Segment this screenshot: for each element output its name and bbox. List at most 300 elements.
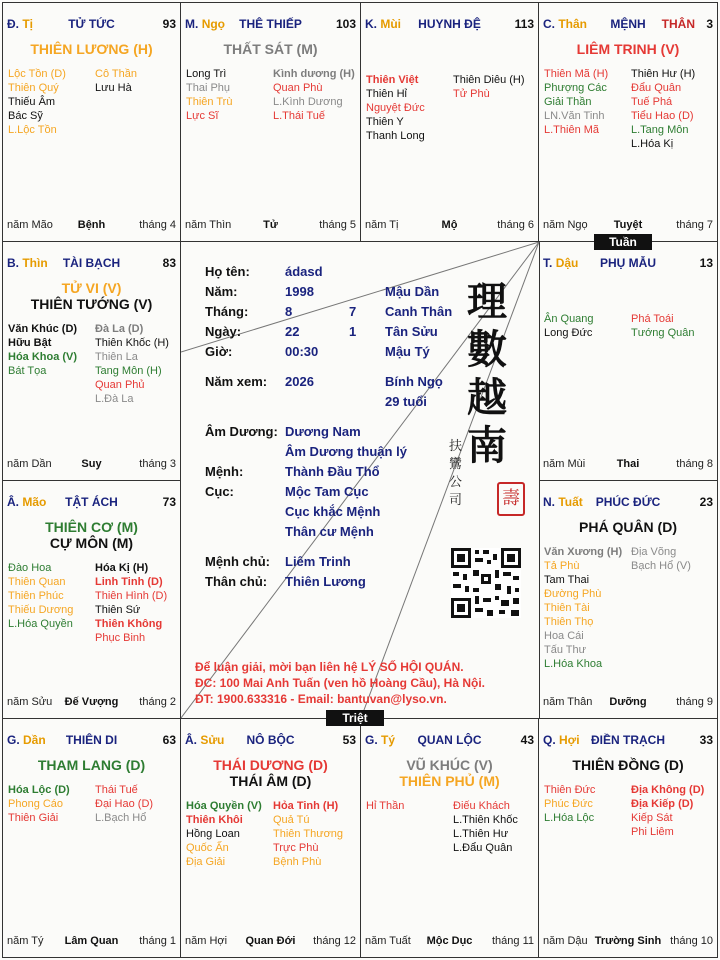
- life-cycle: Suy: [81, 458, 102, 470]
- minor-star: Địa Không (D): [631, 784, 705, 796]
- minor-star: Linh Tinh (D): [95, 576, 163, 588]
- minor-star: Địa Giải: [186, 856, 226, 868]
- minor-star: Thiên Quan: [8, 576, 66, 588]
- main-star: THẤT SÁT (M): [223, 41, 318, 57]
- palace-name: TÀI BẠCH: [62, 256, 121, 270]
- month-label: tháng 1: [139, 935, 176, 947]
- branch-name: Mão: [22, 495, 47, 509]
- minor-stars-right: [273, 799, 343, 869]
- main-star: THIÊN CƠ (M): [45, 519, 138, 535]
- age-value: 29 tuổi: [385, 394, 427, 409]
- year-label: năm Ngọ: [543, 219, 588, 231]
- minor-star: Địa Kiếp (D): [631, 798, 694, 810]
- minor-stars-left: [366, 73, 425, 143]
- palace-suu: [180, 718, 361, 958]
- minor-stars-right: [95, 322, 169, 406]
- life-cycle: Trường Sinh: [594, 935, 662, 947]
- life-cycle: Tử: [263, 219, 278, 231]
- minor-star: L.Đà La: [95, 393, 134, 405]
- minor-star: Quả Tú: [273, 814, 310, 826]
- main-star: THÁI DƯƠNG (D): [213, 757, 328, 773]
- minor-stars-right: [95, 783, 153, 825]
- minor-star: Bệnh Phù: [273, 856, 322, 868]
- minor-star: Đà La (D): [95, 323, 144, 335]
- main-star: THIÊN PHỦ (M): [399, 773, 500, 789]
- month-label: tháng 10: [670, 935, 713, 947]
- minor-star: L.Thiên Mã: [544, 124, 600, 136]
- hour-can: Mậu Tý: [385, 344, 430, 359]
- minor-star: Thiên Khôi: [186, 814, 243, 826]
- minor-star: Hỏa Tinh (H): [273, 800, 339, 812]
- minor-star: Kình dương (H): [273, 68, 355, 80]
- palace-header: [365, 733, 534, 749]
- palace-number: 23: [699, 495, 713, 509]
- minor-star: Trực Phù: [273, 842, 319, 854]
- minor-star: Điếu Khách: [453, 800, 510, 812]
- month-label: tháng 11: [491, 935, 534, 947]
- small-calligraphy: 扶鸞公司: [449, 439, 463, 508]
- minor-stars-right: [631, 783, 704, 839]
- minor-star: Quan Phủ: [95, 379, 145, 391]
- minor-star: Văn Khúc (D): [8, 323, 78, 335]
- minor-star: Tử Phù: [453, 88, 490, 100]
- minor-stars-right: [95, 67, 137, 95]
- minor-star: Phục Binh: [95, 632, 146, 644]
- minor-star: Thiên Phúc: [8, 590, 64, 602]
- minor-star: Hoa Cái: [544, 630, 584, 642]
- menh-chu-value: Liêm Trinh: [285, 554, 351, 569]
- minor-star: L.Hóa Khoa: [544, 658, 603, 670]
- minor-stars-right: [95, 561, 167, 645]
- name-label: Họ tên:: [205, 264, 250, 279]
- minor-star: Thiên La: [95, 351, 138, 363]
- branch-prefix: N.: [543, 495, 555, 509]
- triet-tag: Triệt: [326, 710, 384, 726]
- minor-star: Tướng Quân: [631, 327, 695, 339]
- minor-star: Tuế Phá: [631, 96, 673, 108]
- minor-stars-left: [544, 545, 622, 671]
- year-label: Năm:: [205, 284, 238, 299]
- minor-star: Thiên Giải: [8, 812, 59, 824]
- palace-number: 43: [520, 733, 534, 747]
- palace-name: HUYNH ĐỆ: [418, 17, 481, 31]
- month-can: Canh Thân: [385, 304, 453, 319]
- minor-stars-right: [631, 312, 695, 340]
- branch-prefix: C.: [543, 17, 555, 31]
- minor-star: Hữu Bật: [8, 337, 52, 349]
- year-label: năm Tị: [365, 219, 399, 231]
- minor-star: L.Thiên Hư: [453, 828, 509, 840]
- life-cycle: Quan Đới: [245, 935, 296, 947]
- minor-star: L.Hóa Kị: [631, 138, 674, 150]
- minor-star: Thiên Sứ: [95, 604, 141, 616]
- palace-mao: [2, 480, 181, 719]
- qr-code[interactable]: [451, 548, 521, 618]
- year-value: 1998: [285, 284, 314, 299]
- palace-name: TỬ TỨC: [68, 17, 115, 31]
- year-label: năm Mùi: [543, 458, 586, 470]
- than-cu-menh: Thân cư Mệnh: [285, 524, 374, 539]
- branch-name: Thìn: [22, 256, 48, 270]
- minor-star: Quan Phù: [273, 82, 323, 94]
- minor-star: Thiên Hỉ: [366, 88, 407, 100]
- minor-star: L.Hóa Lộc: [544, 812, 595, 824]
- red-seal: 壽: [497, 482, 525, 516]
- minor-star: Thiên Hư (H): [631, 68, 696, 80]
- minor-star: Phá Toái: [631, 313, 674, 325]
- minor-star: Thiên Diêu (H): [453, 74, 525, 86]
- minor-star: Nguyệt Đức: [366, 102, 425, 114]
- minor-stars-left: [186, 799, 262, 869]
- view-year-value: 2026: [285, 374, 314, 389]
- minor-star: Bạch Hổ (V): [631, 560, 691, 572]
- minor-star: Đại Hao (D): [95, 798, 154, 810]
- branch-prefix: Â.: [185, 733, 197, 747]
- branch-prefix: G.: [7, 733, 20, 747]
- center-info-panel: [180, 241, 540, 719]
- minor-stars-left: [544, 67, 608, 137]
- life-cycle: Đế Vượng: [64, 696, 119, 708]
- minor-star: Phong Cáo: [8, 798, 64, 810]
- minor-star: Thai Phụ: [186, 82, 231, 94]
- minor-star: Phi Liêm: [631, 826, 674, 838]
- minor-star: Thiên Y: [366, 116, 404, 128]
- minor-star: Thiên Việt: [366, 74, 419, 86]
- minor-star: Thiên Hình (D): [95, 590, 168, 602]
- palace-header: [543, 17, 713, 33]
- palace-header: [7, 17, 176, 33]
- palace-ti: [2, 2, 181, 242]
- year-label: năm Dần: [7, 458, 52, 470]
- life-cycle: Tuyệt: [613, 219, 643, 231]
- palace-header: [185, 17, 356, 33]
- minor-star: Phúc Đức: [544, 798, 593, 810]
- am-duong-note: Âm Dương thuận lý: [285, 444, 407, 459]
- palace-name: MỆNH: [610, 17, 646, 31]
- month-label: tháng 2: [139, 696, 176, 708]
- main-star: THÁI ÂM (D): [229, 773, 312, 789]
- minor-star: Thiên Không: [95, 618, 163, 630]
- minor-star: Giải Thần: [544, 96, 592, 108]
- palace-number: 53: [342, 733, 356, 747]
- minor-star: Long Trì: [186, 68, 227, 80]
- palace-tuat: [538, 480, 718, 719]
- minor-stars-left: [8, 561, 73, 631]
- palace-name: PHỤ MẪU: [600, 256, 656, 270]
- than-marker: THÂN: [661, 17, 695, 31]
- minor-star: L.Thiên Khốc: [453, 814, 518, 826]
- palace-thin: [2, 241, 181, 481]
- hour-value: 00:30: [285, 344, 319, 359]
- minor-star: Ân Quang: [544, 313, 594, 325]
- month-label: tháng 9: [676, 696, 713, 708]
- minor-star: Thiên Khốc (H): [95, 337, 169, 349]
- main-star: THIÊN TƯỚNG (V): [30, 296, 153, 312]
- minor-stars-left: [544, 312, 594, 340]
- than-chu-value: Thiên Lương: [285, 574, 366, 589]
- minor-star: Tam Thai: [544, 574, 590, 586]
- branch-prefix: T.: [543, 256, 553, 270]
- palace-footer: [543, 219, 713, 233]
- branch-prefix: B.: [7, 256, 19, 270]
- palace-number: 73: [162, 495, 176, 509]
- branch-name: Dần: [23, 733, 46, 747]
- life-cycle: Mộ: [441, 219, 458, 231]
- view-year-label: Năm xem:: [205, 374, 268, 389]
- calligraphy-logo: [467, 278, 527, 498]
- main-star: PHÁ QUÂN (D): [579, 519, 677, 535]
- day-value: 22: [285, 324, 300, 339]
- menh-value: Thành Đầu Thổ: [285, 464, 380, 479]
- minor-star: Cô Thần: [95, 68, 137, 80]
- palace-footer: [365, 935, 534, 949]
- palace-name: QUAN LỘC: [417, 733, 482, 747]
- palace-name: TẬT ÁCH: [65, 495, 118, 509]
- palace-hoi: [538, 718, 718, 958]
- palace-footer: [543, 935, 713, 949]
- contact-line-1: Để luận giải, mời bạn liên hệ LÝ SỐ HỘI QUÁN.: [195, 660, 464, 674]
- palace-footer: [7, 458, 176, 472]
- day-can: Tân Sửu: [385, 324, 438, 339]
- minor-star: Hồng Loan: [186, 828, 240, 840]
- year-label: năm Dậu: [543, 935, 588, 947]
- minor-star: Quốc Ấn: [186, 842, 229, 854]
- minor-stars-right: [273, 67, 355, 123]
- palace-number: 63: [162, 733, 176, 747]
- palace-number: 33: [699, 733, 713, 747]
- life-cycle: Thai: [616, 458, 640, 470]
- main-star: LIÊM TRINH (V): [576, 41, 680, 57]
- minor-star: Long Đức: [544, 327, 593, 339]
- palace-footer: [7, 219, 176, 233]
- minor-star: L.Bạch Hổ: [95, 812, 147, 824]
- branch-prefix: Q.: [543, 733, 556, 747]
- minor-star: Thiên Thương: [273, 828, 344, 840]
- day-label: Ngày:: [205, 324, 242, 339]
- minor-star: Bát Tọa: [8, 365, 47, 377]
- name-value: ádasd: [285, 264, 323, 279]
- contact-phone-email: ĐT: 1900.633316 - Email: bantuvan@lyso.vn.: [195, 692, 447, 706]
- minor-star: Hóa Khoa (V): [8, 351, 78, 363]
- branch-name: Hợi: [559, 733, 580, 747]
- minor-star: Tấu Thư: [544, 644, 587, 656]
- branch-name: Dậu: [555, 256, 579, 270]
- main-star: THIÊN LƯƠNG (H): [30, 41, 153, 57]
- minor-stars-left: [8, 67, 66, 137]
- year-label: năm Tuất: [365, 935, 411, 947]
- palace-number: 93: [162, 17, 176, 31]
- main-star: TỬ VI (V): [61, 280, 122, 296]
- month-label: tháng 8: [676, 458, 713, 470]
- minor-star: Thiên Thọ: [544, 616, 594, 628]
- palace-number: 83: [162, 256, 176, 270]
- minor-star: Bác Sỹ: [8, 110, 43, 122]
- year-label: năm Sửu: [7, 696, 53, 708]
- branch-prefix: G.: [365, 733, 378, 747]
- minor-star: LN.Văn Tinh: [544, 110, 605, 122]
- cuc-value: Mộc Tam Cục: [285, 484, 369, 499]
- minor-star: Hóa Quyền (V): [186, 800, 262, 812]
- minor-star: Hỉ Thần: [366, 800, 405, 812]
- minor-star: Thái Tuế: [95, 784, 138, 796]
- palace-header: [7, 256, 176, 272]
- branch-name: Tý: [381, 733, 396, 747]
- life-cycle: Lâm Quan: [64, 935, 119, 947]
- minor-star: Đẩu Quân: [631, 82, 682, 94]
- palace-dan: [2, 718, 181, 958]
- year-label: năm Mão: [7, 219, 53, 231]
- minor-star: Thiếu Dương: [8, 604, 74, 616]
- minor-stars-right: [453, 73, 525, 101]
- minor-star: Tả Phù: [544, 560, 580, 572]
- minor-star: Tang Môn (H): [95, 365, 162, 377]
- palace-ty: [360, 718, 539, 958]
- minor-star: Thiên Mã (H): [544, 68, 609, 80]
- month-label: tháng 3: [139, 458, 176, 470]
- minor-star: Hóa Kị (H): [95, 562, 149, 574]
- view-year-can: Bính Ngọ: [385, 374, 443, 389]
- palace-header: [543, 256, 713, 272]
- palace-header: [7, 733, 176, 749]
- palace-mui: [360, 2, 539, 242]
- palace-name: THIÊN DI: [65, 733, 118, 747]
- palace-number: 103: [335, 17, 356, 31]
- palace-ngo: [180, 2, 361, 242]
- month-label: tháng 5: [319, 219, 356, 231]
- minor-star: Lộc Tồn (D): [8, 68, 66, 80]
- minor-star: L.Lộc Tồn: [8, 124, 57, 136]
- palace-header: [365, 17, 534, 33]
- palace-name: THÊ THIẾP: [239, 17, 302, 31]
- life-cycle: Bệnh: [77, 219, 106, 231]
- palace-name: ĐIỀN TRẠCH: [591, 733, 665, 747]
- palace-name: NÔ BỘC: [246, 733, 295, 747]
- branch-name: Ngọ: [201, 17, 226, 31]
- year-label: năm Hợi: [185, 935, 228, 947]
- minor-stars-left: [8, 322, 77, 378]
- palace-number: 3: [706, 17, 713, 31]
- minor-star: L.Thái Tuế: [273, 110, 325, 122]
- minor-star: Địa Võng: [631, 546, 677, 558]
- than-chu-label: Thân chủ:: [205, 574, 268, 589]
- palace-footer: [7, 696, 176, 710]
- minor-star: L.Tang Môn: [631, 124, 689, 136]
- palace-footer: [543, 696, 713, 710]
- minor-stars-left: [186, 67, 232, 123]
- logo-calligraphy: 理數越南: [467, 278, 507, 469]
- minor-stars-left: [8, 783, 70, 825]
- main-star: VŨ KHÚC (V): [406, 757, 493, 773]
- minor-star: Văn Xương (H): [544, 546, 623, 558]
- month-label: tháng 12: [313, 935, 356, 947]
- palace-header: [543, 495, 713, 511]
- palace-dau: [538, 241, 718, 481]
- minor-star: Tiểu Hao (D): [631, 110, 694, 122]
- main-star: THIÊN ĐỒNG (D): [572, 757, 684, 773]
- palace-number: 13: [699, 256, 713, 270]
- minor-star: Thiên Trù: [186, 96, 233, 108]
- minor-star: Thiên Quý: [8, 82, 59, 94]
- year-label: năm Thân: [543, 696, 593, 708]
- minor-star: Lực Sĩ: [186, 110, 219, 122]
- minor-star: Đường Phù: [544, 588, 602, 600]
- minor-stars-left: [544, 783, 595, 825]
- palace-header: [7, 495, 176, 511]
- branch-prefix: Đ.: [7, 17, 19, 31]
- palace-footer: [185, 219, 356, 233]
- minor-star: Hóa Lộc (D): [8, 784, 70, 796]
- branch-name: Thân: [558, 17, 588, 31]
- palace-footer: [365, 219, 534, 233]
- minor-star: Thiên Đức: [544, 784, 596, 796]
- month-label: tháng 6: [497, 219, 534, 231]
- cuc-note: Cục khắc Mệnh: [285, 504, 381, 519]
- palace-than: [538, 2, 718, 242]
- month-label: tháng 7: [676, 219, 713, 231]
- month-lunar: 7: [349, 304, 357, 319]
- minor-star: Thiếu Âm: [8, 96, 56, 108]
- main-star: THAM LANG (D): [37, 757, 146, 773]
- menh-chu-label: Mệnh chủ:: [205, 554, 270, 569]
- am-duong-value: Dương Nam: [285, 424, 361, 439]
- branch-prefix: M.: [185, 17, 199, 31]
- year-can: Mậu Dần: [385, 284, 440, 299]
- minor-star: Thiên Tài: [544, 602, 590, 614]
- branch-name: Mùi: [380, 17, 402, 31]
- cuc-label: Cục:: [205, 484, 234, 499]
- minor-stars-right: [631, 67, 695, 151]
- menh-label: Mệnh:: [205, 464, 244, 479]
- branch-name: Sửu: [200, 733, 225, 747]
- palace-footer: [7, 935, 176, 949]
- day-lunar: 1: [349, 324, 357, 339]
- palace-name: PHÚC ĐỨC: [595, 495, 661, 509]
- minor-stars-right: [631, 545, 691, 573]
- year-label: năm Tý: [7, 935, 44, 947]
- minor-star: Phượng Các: [544, 82, 607, 94]
- month-label: tháng 4: [139, 219, 176, 231]
- year-label: năm Thìn: [185, 219, 232, 231]
- minor-star: L.Đẩu Quân: [453, 842, 513, 854]
- branch-name: Tị: [22, 17, 34, 31]
- life-cycle: Mộc Dục: [426, 935, 473, 947]
- month-label: Tháng:: [205, 304, 249, 319]
- am-duong-label: Âm Dương:: [205, 424, 278, 439]
- life-cycle: Dưỡng: [609, 696, 647, 708]
- branch-prefix: Â.: [7, 495, 19, 509]
- minor-stars-left: [366, 799, 404, 813]
- contact-address: ĐC: 100 Mai Anh Tuấn (ven hồ Hoàng Cầu), Hà Nội.: [195, 676, 486, 690]
- minor-star: Đào Hoa: [8, 562, 52, 574]
- palace-number: 113: [514, 17, 534, 31]
- minor-star: Kiếp Sát: [631, 812, 673, 824]
- palace-header: [543, 733, 713, 749]
- minor-star: L.Hóa Quyền: [8, 618, 73, 630]
- branch-prefix: K.: [365, 17, 377, 31]
- main-star: CỰ MÔN (M): [49, 535, 134, 551]
- palace-footer: [185, 935, 356, 949]
- palace-footer: [543, 458, 713, 472]
- palace-header: [185, 733, 356, 749]
- hour-label: Giờ:: [205, 344, 233, 359]
- minor-star: Thanh Long: [366, 130, 425, 142]
- branch-name: Tuất: [558, 495, 583, 509]
- tuan-tag: Tuần: [594, 234, 652, 250]
- minor-star: L.Kình Dương: [273, 96, 343, 108]
- month-value: 8: [285, 304, 293, 319]
- minor-stars-right: [453, 799, 518, 855]
- minor-star: Lưu Hà: [95, 82, 132, 94]
